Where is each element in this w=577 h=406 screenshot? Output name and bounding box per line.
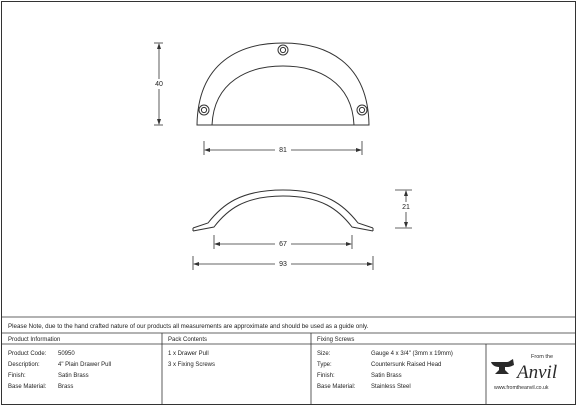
screw-material-label: Base Material: (317, 384, 356, 390)
dimension-height-side-label: 21 (402, 204, 410, 211)
dimension-inner-side-label: 67 (279, 241, 287, 248)
dimension-height-top-label: 40 (155, 81, 163, 88)
base-material-label: Base Material: (8, 384, 47, 390)
finish-value: Satin Brass (58, 373, 89, 379)
description-value: 4" Plain Drawer Pull (58, 362, 112, 368)
screw-size-label: Size: (317, 351, 331, 357)
product-code-value: 50950 (58, 351, 75, 357)
screw-finish-value: Satin Brass (371, 373, 402, 379)
brand-name: Anvil (517, 362, 558, 383)
pack-item: 1 x Drawer Pull (168, 351, 209, 357)
disclaimer-note: Please Note, due to the hand crafted nature of our products all measurements are approximate and should be used as a guide only. (8, 323, 369, 330)
finish-label: Finish: (8, 373, 26, 379)
base-material-value: Brass (58, 384, 74, 390)
description-label: Description: (8, 362, 40, 368)
top-view-cup (212, 66, 354, 125)
screw-type-value: Countersunk Raised Head (371, 362, 442, 368)
side-view (193, 190, 373, 231)
screw-hole-top (278, 45, 288, 55)
screw-material-value: Stainless Steel (371, 384, 411, 390)
top-view (197, 43, 369, 125)
anvil-icon (491, 359, 514, 374)
pack-contents-header: Pack Contents (168, 337, 208, 343)
from-the-anvil-logo (485, 348, 575, 400)
fixing-screws-header: Fixing Screws (317, 337, 355, 343)
svg-text:From the: From the (531, 354, 554, 360)
brand-url: www.fromtheanvil.co.uk (494, 385, 549, 391)
screw-hole-right (357, 105, 367, 115)
product-code-label: Product Code: (8, 351, 47, 357)
screw-type-label: Type: (317, 362, 332, 368)
screw-size-value: Gauge 4 x 3/4" (3mm x 19mm) (371, 351, 453, 357)
dimension-width-top-label: 81 (279, 147, 287, 154)
product-information-header: Product Information (8, 337, 61, 343)
dimension-overall-side-label: 93 (279, 261, 287, 268)
screw-finish-label: Finish: (317, 373, 335, 379)
screw-hole-left (199, 105, 209, 115)
pack-item: 3 x Fixing Screws (168, 362, 216, 368)
